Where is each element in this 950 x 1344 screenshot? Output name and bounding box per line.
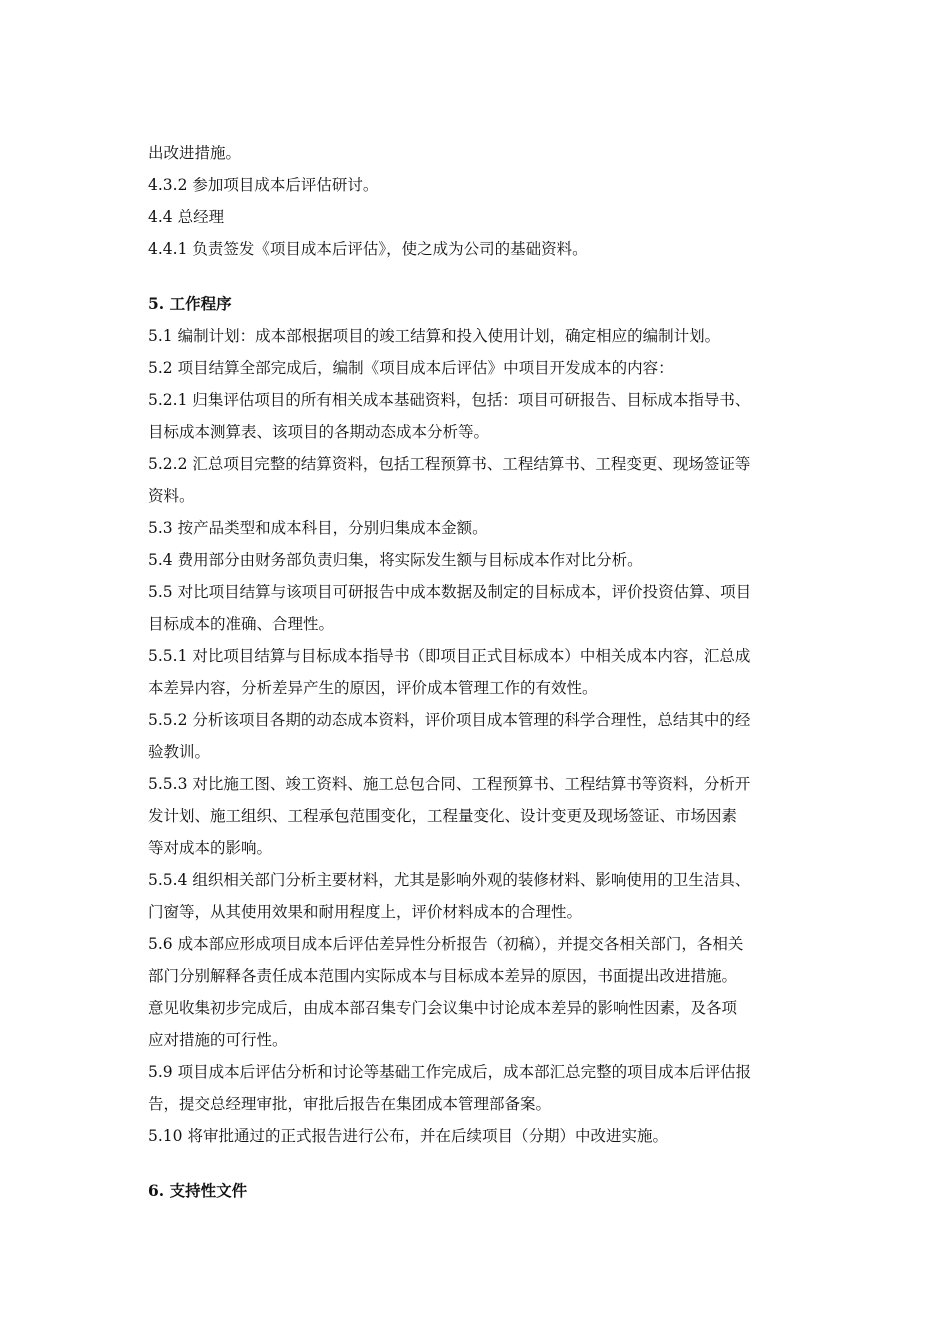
document-body	[148, 137, 808, 1207]
text-line: 5.5.4 组织相关部门分析主要材料，尤其是影响外观的装修材料、影响使用的卫生洁具、	[148, 871, 751, 889]
text-line: 部门分别解释各责任成本范围内实际成本与目标成本差异的原因，书面提出改进措施。	[148, 967, 738, 985]
text-line: 5.6 成本部应形成项目成本后评估差异性分析报告（初稿），并提交各相关部门，各相关	[148, 935, 744, 953]
paragraph-5-5-4	[148, 864, 808, 928]
text-line: 5.4 费用部分由财务部负责归集，将实际发生额与目标成本作对比分析。	[148, 551, 643, 569]
text-line: 5.3 按产品类型和成本科目，分别归集成本金额。	[148, 519, 488, 537]
paragraph-5-5	[148, 576, 808, 640]
text-line: 5.9 项目成本后评估分析和讨论等基础工作完成后，成本部汇总完整的项目成本后评估报	[148, 1063, 752, 1081]
text-line: 门窗等，从其使用效果和耐用程度上，评价材料成本的合理性。	[148, 903, 583, 921]
section-heading: 5. 工作程序	[148, 294, 232, 313]
paragraph-5-2-2	[148, 448, 808, 512]
paragraph-5-10	[148, 1120, 808, 1152]
text-line: 告，提交总经理审批，审批后报告在集团成本管理部备案。	[148, 1095, 552, 1113]
paragraph-5-3	[148, 512, 808, 544]
section-heading: 6. 支持性文件	[148, 1181, 248, 1200]
paragraph-5-4	[148, 544, 808, 576]
text-line: 等对成本的影响。	[148, 839, 273, 857]
text-line: 发计划、施工组织、工程承包范围变化，工程量变化、设计变更及现场签证、市场因素	[148, 807, 738, 825]
text-line: 本差异内容，分析差异产生的原因，评价成本管理工作的有效性。	[148, 679, 598, 697]
text-line: 5.2 项目结算全部完成后，编制《项目成本后评估》中项目开发成本的内容：	[148, 359, 674, 377]
text-line: 4.3.2 参加项目成本后评估研讨。	[148, 176, 379, 194]
paragraph-5-9	[148, 1056, 808, 1120]
paragraph-5-5-1	[148, 640, 808, 704]
text-line: 4.4.1 负责签发《项目成本后评估》，使之成为公司的基础资料。	[148, 240, 588, 258]
text-line: 目标成本的准确、合理性。	[148, 615, 335, 633]
paragraph-5-6	[148, 928, 808, 1056]
text-line: 资料。	[148, 487, 195, 505]
paragraph-5-2-1	[148, 384, 808, 448]
paragraph-5-5-3	[148, 768, 808, 864]
text-line: 出改进措施。	[148, 144, 242, 162]
text-line: 4.4 总经理	[148, 208, 225, 226]
text-line: 应对措施的可行性。	[148, 1031, 288, 1049]
paragraph-5-1	[148, 320, 808, 352]
text-line: 5.10 将审批通过的正式报告进行公布，并在后续项目（分期）中改进实施。	[148, 1127, 668, 1145]
text-line: 5.1 编制计划：成本部根据项目的竣工结算和投入使用计划，确定相应的编制计划。	[148, 327, 721, 345]
text-line: 意见收集初步完成后，由成本部召集专门会议集中讨论成本差异的影响性因素，及各项	[148, 999, 738, 1017]
text-line: 5.5.1 对比项目结算与目标成本指导书（即项目正式目标成本）中相关成本内容，汇总成	[148, 647, 751, 665]
paragraph-5-2	[148, 352, 808, 384]
paragraph-5-5-2	[148, 704, 808, 768]
text-line: 5.5 对比项目结算与该项目可研报告中成本数据及制定的目标成本，评价投资估算、项目	[148, 583, 752, 601]
text-line: 5.5.2 分析该项目各期的动态成本资料，评价项目成本管理的科学合理性，总结其中的经	[148, 711, 751, 729]
text-line: 5.2.1 归集评估项目的所有相关成本基础资料，包括：项目可研报告、目标成本指导书、	[148, 391, 751, 409]
text-line: 目标成本测算表、该项目的各期动态成本分析等。	[148, 423, 490, 441]
text-line: 验教训。	[148, 743, 211, 761]
text-line: 5.2.2 汇总项目完整的结算资料，包括工程预算书、工程结算书、工程变更、现场签证等	[148, 455, 751, 473]
text-line: 5.5.3 对比施工图、竣工资料、施工总包合同、工程预算书、工程结算书等资料，分析开	[148, 775, 751, 793]
